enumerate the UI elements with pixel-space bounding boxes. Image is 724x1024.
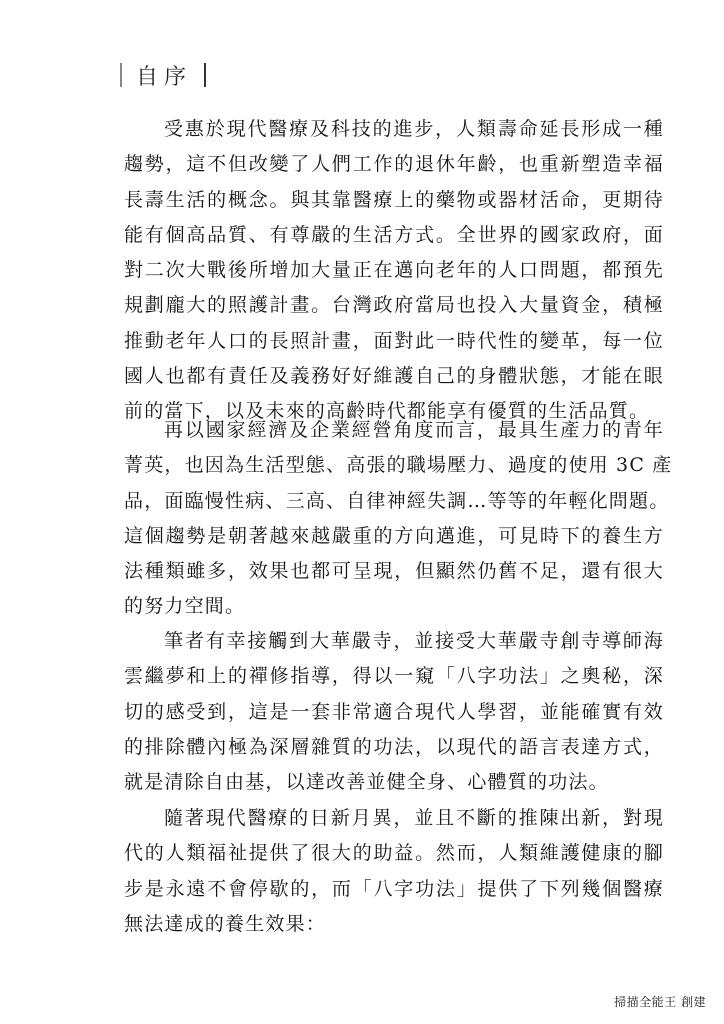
text-line: 受惠於現代醫療及科技的進步，人類壽命延長形成一種	[164, 118, 664, 140]
header-left-rule	[120, 63, 122, 87]
text-line: 菁英，也因為生活型態、高張的職場壓力、過度的使用 3C 產	[124, 454, 673, 477]
text-line: 前的當下，以及未來的高齡時代都能享有優質的生活品質。	[124, 400, 650, 423]
text-line: 能有個高品質、有尊嚴的生活方式。全世界的國家政府，面	[124, 223, 664, 246]
text-line: 趨勢，這不但改變了人們工作的退休年齡，也重新塑造幸福	[124, 153, 664, 176]
text-line: 這個趨勢是朝著越來越嚴重的方向邁進，可見時下的養生方	[124, 524, 664, 547]
text-line: 對二次大戰後所增加大量正在邁向老年的人口問題，都預先	[124, 259, 664, 282]
text-line: 的努力空間。	[124, 595, 246, 618]
text-line: 的排除體內極為深層雜質的功法，以現代的語言表達方式，	[124, 735, 664, 758]
text-line: 無法達成的養生效果：	[124, 912, 327, 935]
paragraph-2	[124, 413, 673, 625]
text-line: 筆者有幸接觸到大華嚴寺，並接受大華嚴寺創寺導師海	[164, 630, 664, 652]
section-header	[120, 58, 206, 92]
text-line: 規劃龐大的照護計畫。台灣政府當局也投入大量資金，積極	[124, 294, 664, 317]
text-line: 雲繼夢和上的禪修指導，得以一窺「八字功法」之奧秘，深	[124, 665, 664, 688]
text-line: 切的感受到，這是一套非常適合現代人學習，並能確實有效	[124, 700, 664, 723]
text-line: 法種類雖多，效果也都可呈現，但顯然仍舊不足，還有很大	[124, 560, 664, 583]
paragraph-1	[124, 112, 664, 430]
paragraph-3	[124, 624, 664, 800]
scanner-watermark: 掃描全能王 創建	[614, 995, 706, 1009]
paragraph-4	[124, 801, 664, 942]
text-line: 國人也都有責任及義務好好維護自己的身體狀態，才能在眼	[124, 365, 664, 388]
section-title: 自序	[136, 64, 193, 90]
header-right-rule	[204, 63, 206, 87]
text-line: 再以國家經濟及企業經營角度而言，最具生產力的青年	[164, 419, 664, 441]
text-line: 代的人類福祉提供了很大的助益。然而，人類維護健康的腳	[124, 842, 664, 865]
text-line: 隨著現代醫療的日新月異，並且不斷的推陳出新，對現	[164, 807, 664, 829]
text-line: 長壽生活的概念。與其靠醫療上的藥物或器材活命，更期待	[124, 188, 664, 211]
text-line: 品，面臨慢性病、三高、自律神經失調…等等的年輕化問題。	[124, 489, 670, 512]
text-line: 就是清除自由基，以達改善並健全身、心體質的功法。	[124, 771, 609, 794]
text-line: 推動老年人口的長照計畫，面對此一時代性的變革，每一位	[124, 329, 664, 352]
text-line: 步是永遠不會停歇的，而「八字功法」提供了下列幾個醫療	[124, 877, 664, 900]
